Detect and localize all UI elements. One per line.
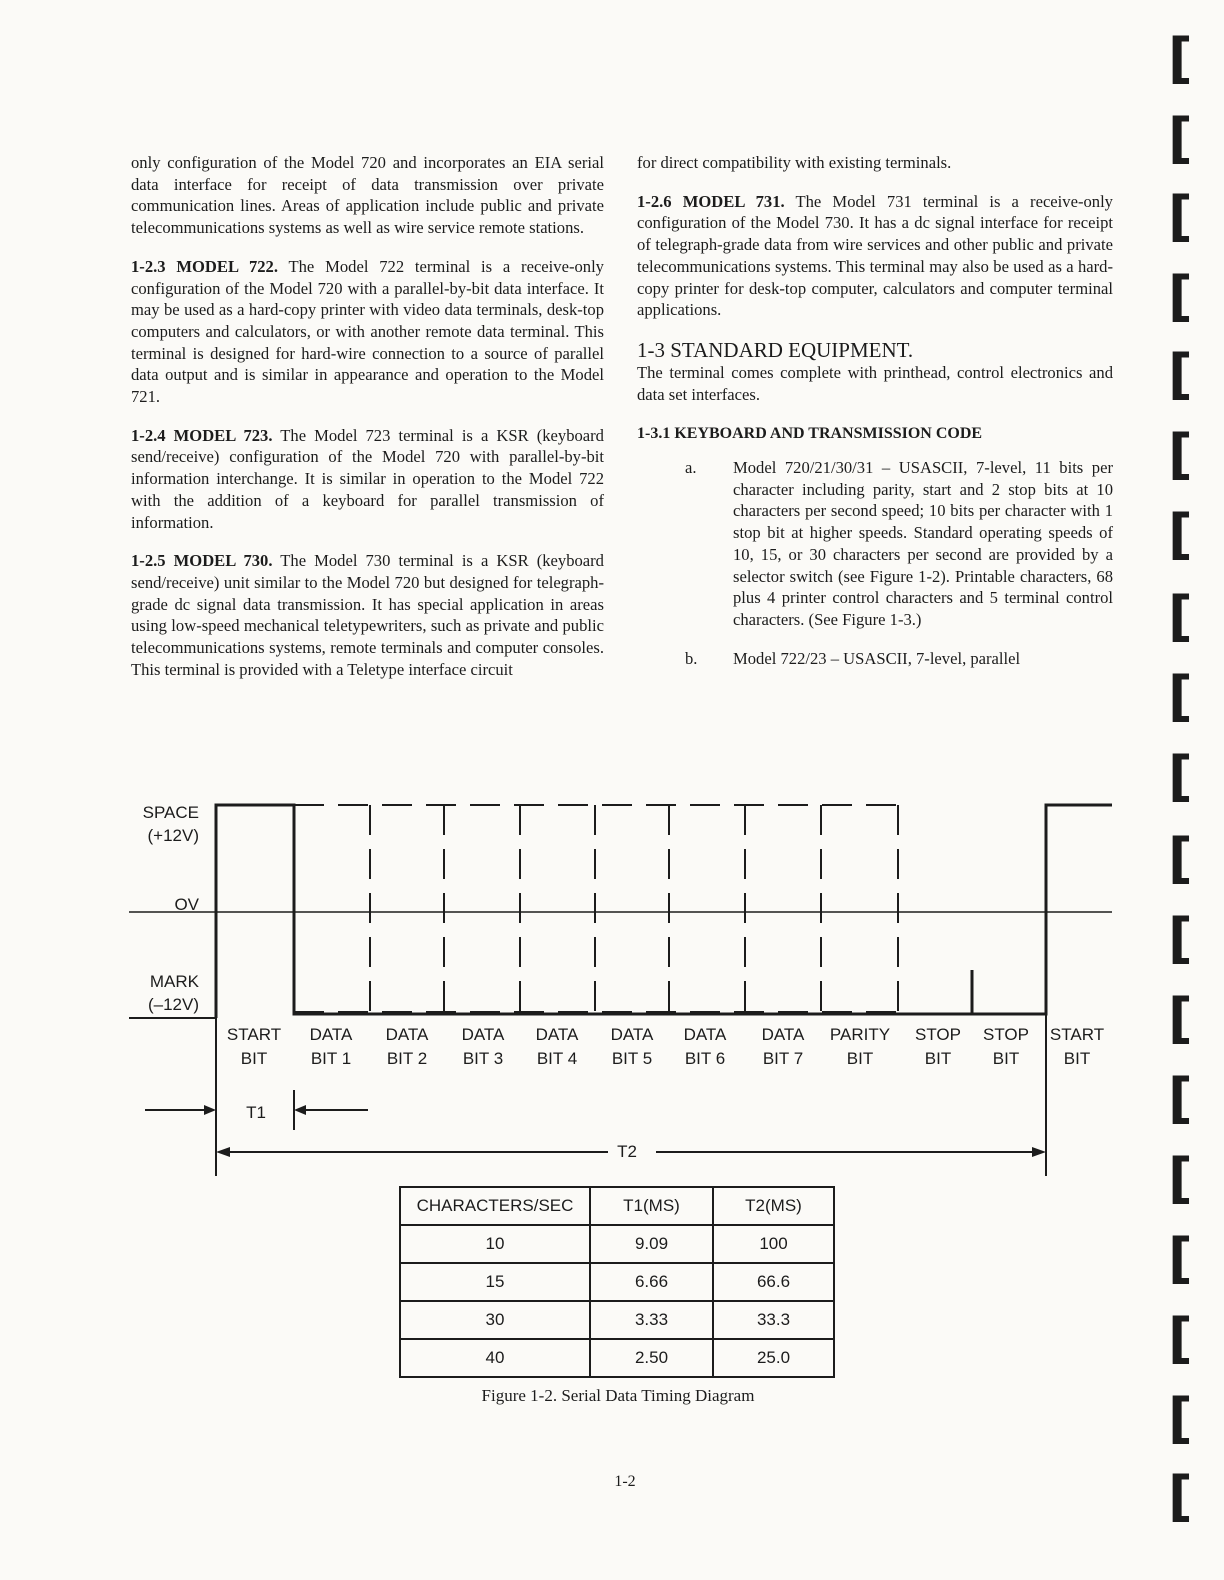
header-chars-per-sec: CHARACTERS/SEC — [400, 1187, 590, 1225]
binder-bracket-mark: [ — [1168, 265, 1193, 328]
bit-label-top: PARITY — [829, 1025, 891, 1044]
intro-paragraph: only configuration of the Model 720 and incorporates an EIA serial data interface for receipt of data transmission over private communication lines. Areas of application include public and private telecommunications systems as well as wire service remote stations. — [131, 153, 604, 238]
bit-label-bottom: BIT 1 — [310, 1049, 352, 1068]
t1-right-arrowhead — [294, 1105, 306, 1115]
bit-label-bottom: BIT 4 — [536, 1049, 578, 1068]
table-cell: 30 — [400, 1301, 590, 1339]
bit-label-top: DATA — [309, 1025, 353, 1044]
binder-bracket-mark: [ — [1168, 27, 1193, 90]
binder-bracket-mark: [ — [1168, 107, 1193, 170]
binder-bracket-mark: [ — [1168, 1465, 1193, 1528]
bit-label-bottom: BIT 6 — [684, 1049, 726, 1068]
space-voltage-label: (+12V) — [147, 826, 199, 845]
space-label: SPACE — [142, 803, 199, 822]
section-title: 1-3 STANDARD EQUIPMENT. — [637, 337, 914, 362]
bit-label-bottom: BIT 3 — [462, 1049, 504, 1068]
binder-bracket-mark: [ — [1168, 185, 1193, 248]
model-731-heading: 1-2.6 MODEL 731. — [637, 191, 785, 211]
section-text: The terminal comes complete with printhead, control electronics and data set interfaces. — [637, 362, 1113, 404]
mark-voltage-label: (–12V) — [147, 995, 199, 1014]
binder-bracket-mark: [ — [1168, 827, 1193, 890]
bit-label-top: DATA — [610, 1025, 654, 1044]
bit-label-bottom: BIT 7 — [762, 1049, 804, 1068]
list-item-b-label: b. — [685, 648, 698, 668]
bit-label-bottom: BIT 2 — [386, 1049, 428, 1068]
binder-bracket-mark: [ — [1168, 423, 1193, 486]
table-cell: 25.0 — [713, 1339, 834, 1377]
bit-label-bottom: BIT — [1063, 1049, 1091, 1068]
header-t2: T2(MS) — [713, 1187, 834, 1225]
bit-label-top: STOP — [983, 1025, 1029, 1044]
binder-bracket-mark: [ — [1168, 503, 1193, 566]
list-item-b-text: Model 722/23 – USASCII, 7-level, parallel — [733, 648, 1021, 668]
model-723-heading: 1-2.4 MODEL 723. — [131, 425, 273, 445]
table-cell: 15 — [400, 1263, 590, 1301]
table-row — [400, 1339, 834, 1377]
bit-label-top: STOP — [915, 1025, 961, 1044]
list-item-a-label: a. — [685, 458, 697, 478]
header-t1: T1(MS) — [590, 1187, 713, 1225]
bit-label-bottom: BIT 5 — [611, 1049, 653, 1068]
t2-right-arrowhead — [1032, 1147, 1046, 1157]
binder-bracket-mark: [ — [1168, 1227, 1193, 1290]
table-cell: 66.6 — [713, 1263, 834, 1301]
list-item-a-text: Model 720/21/30/31 – USASCII, 7-level, 11 bits per character including parity, start and 2 stop bits at 10 characters per second speed; 10 bits per character with 1 stop bit at higher speeds. Standard operating speeds of 10, 15, or 30 characters per second are provided by a selector switch (see Figure 1-2). Printable characters, 68 plus 4 printer control characters and 5 terminal control characters. (See Figure 1-3.) — [733, 458, 1113, 629]
binder-bracket-mark: [ — [1168, 585, 1193, 648]
table-cell: 2.50 — [590, 1339, 713, 1377]
table-cell: 100 — [713, 1225, 834, 1263]
model-722-text: The Model 722 terminal is a receive-only configuration of the Model 720 with a parallel-by-bit data interface. It may be used as a hard-copy printer with video data terminals, desk-top computers and calculators, or with another remote data terminal. This terminal is designed for hard-wire connection to a source of parallel data output and is similar in appearance and operation to the Model 721. — [131, 256, 604, 407]
binder-bracket-mark: [ — [1168, 1307, 1193, 1370]
timing-table — [399, 1186, 835, 1378]
table-header-row — [400, 1187, 834, 1225]
page-number: 1-2 — [614, 1473, 636, 1490]
binder-bracket-mark: [ — [1168, 987, 1193, 1050]
table-cell: 3.33 — [590, 1301, 713, 1339]
bit-label-bottom: BIT — [846, 1049, 874, 1068]
t2-left-arrowhead — [216, 1147, 230, 1157]
model-730-text: The Model 730 terminal is a KSR (keyboard send/receive) unit similar to the Model 720 but designed for telegraph-grade dc signal data transmission. It has special application in areas using low-speed mechanical teletypewriters, such as private and public telecommunications systems, remote terminals and computer consoles. This terminal is provided with a Teletype interface circuit — [131, 551, 604, 679]
table-cell: 33.3 — [713, 1301, 834, 1339]
figure-caption: Figure 1-2. Serial Data Timing Diagram — [481, 1386, 755, 1405]
table-row — [400, 1301, 834, 1339]
zero-volt-label: OV — [174, 895, 199, 914]
continuation-paragraph: for direct compatibility with existing terminals. — [637, 153, 952, 172]
model-722-heading: 1-2.3 MODEL 722. — [131, 256, 278, 276]
bit-label-bottom: BIT — [240, 1049, 268, 1068]
bit-label-top: DATA — [461, 1025, 505, 1044]
bit-label-top: START — [1049, 1025, 1105, 1044]
binder-bracket-mark: [ — [1168, 745, 1193, 808]
t1-label: T1 — [246, 1103, 266, 1122]
table-cell: 10 — [400, 1225, 590, 1263]
t2-label: T2 — [617, 1142, 637, 1161]
binder-bracket-mark: [ — [1168, 343, 1193, 406]
t1-left-arrowhead — [204, 1105, 216, 1115]
bit-label-top: START — [226, 1025, 282, 1044]
model-723-text: The Model 723 terminal is a KSR (keyboard send/receive) configuration of the Model 720 with parallel-by-bit information interchange. It is similar in operation to the Model 722 with the addition of a keyboard for parallel transmission of information. — [131, 425, 604, 532]
binder-bracket-mark: [ — [1168, 1387, 1193, 1450]
binder-bracket-mark: [ — [1168, 907, 1193, 970]
bit-labels — [227, 1025, 1104, 1068]
bit-label-top: DATA — [683, 1025, 727, 1044]
bit-boundary-lines — [370, 805, 898, 1014]
mark-label: MARK — [149, 972, 199, 991]
binder-bracket-mark: [ — [1168, 1147, 1193, 1210]
table-cell: 9.09 — [590, 1225, 713, 1263]
table-row — [400, 1225, 834, 1263]
table-cell: 40 — [400, 1339, 590, 1377]
bit-label-top: DATA — [761, 1025, 805, 1044]
binder-bracket-mark: [ — [1168, 1067, 1193, 1130]
model-730-heading: 1-2.5 MODEL 730. — [131, 551, 273, 571]
bit-label-top: DATA — [385, 1025, 429, 1044]
bit-label-bottom: BIT — [924, 1049, 952, 1068]
model-731-text: The Model 731 terminal is a receive-only configuration of the Model 730. It has a dc signal interface for receipt of telegraph-grade data from wire services and other public and private telecommunications systems. This terminal may also be used as a hard-copy printer for desk-top computer, calculators and computer terminal applications. — [637, 191, 1113, 320]
subsection-title: 1-3.1 KEYBOARD AND TRANSMISSION CODE — [637, 425, 983, 443]
table-cell: 6.66 — [590, 1263, 713, 1301]
bit-label-bottom: BIT — [992, 1049, 1020, 1068]
table-row — [400, 1263, 834, 1301]
binder-bracket-mark: [ — [1168, 665, 1193, 728]
bit-label-top: DATA — [535, 1025, 579, 1044]
